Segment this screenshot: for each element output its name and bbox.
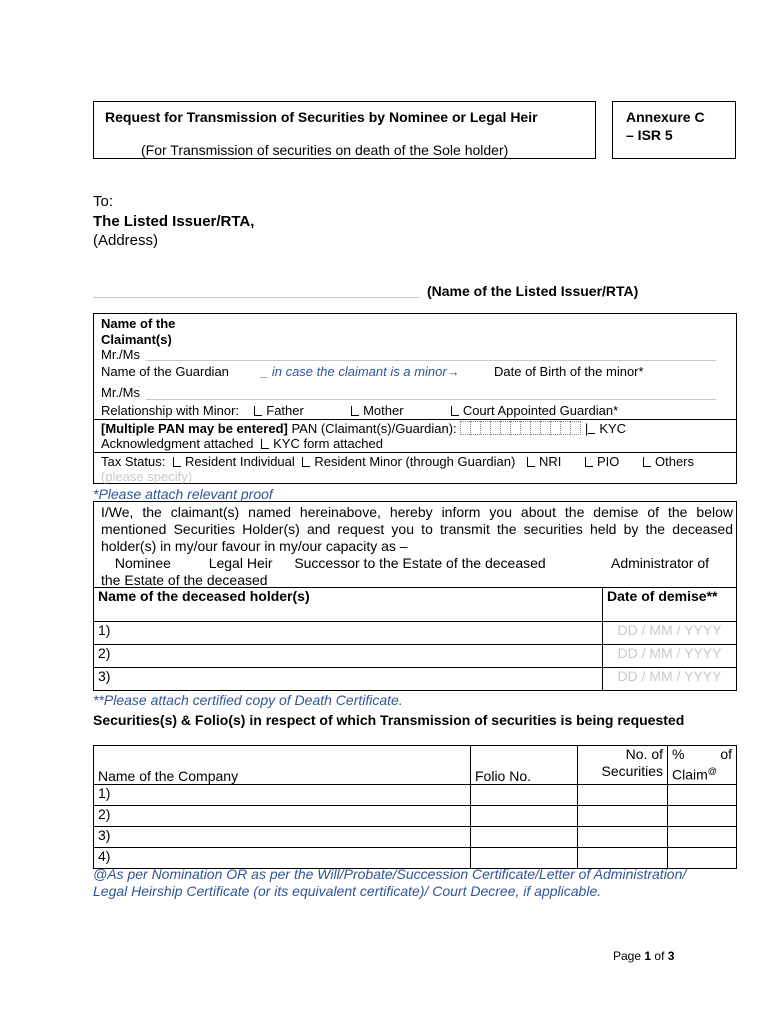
resident-minor-checkbox[interactable] [302,457,310,467]
table-row [94,805,737,826]
deceased-name-header: Name of the deceased holder(s) [94,588,603,622]
resident-individual-checkbox[interactable] [173,457,181,467]
securities-heading: Securities(s) & Folio(s) in respect of which Transmission of securities is being requested [93,712,685,728]
kyc-label: KYC [599,421,627,436]
administrator-option[interactable]: Administrator of the Estate of the deceased [101,555,710,588]
attach-proof-note: *Please attach relevant proof [93,486,273,502]
deceased-row-1[interactable]: 1) [94,622,603,645]
father-checkbox[interactable] [254,406,262,416]
nri-checkbox[interactable] [527,457,535,467]
guardian-name-field[interactable] [146,399,716,400]
mother-checkbox[interactable] [351,406,359,416]
mother-label: Mother [363,403,404,418]
court-guardian-checkbox[interactable] [451,406,459,416]
securities-row-4[interactable]: 4) [94,847,471,868]
guardian-hint: _ in case the claimant is a minor→ [261,364,460,379]
tax-label: Tax Status: [101,454,166,469]
issuer-label: The Listed Issuer/RTA, [93,213,255,230]
guardian-mr-ms: Mr./Ms [101,385,140,400]
securities-header-row [94,746,737,785]
ack-line [101,436,383,451]
page-number: Page 1 of 3 [613,949,675,963]
pio-label: PIO [596,454,620,469]
securities-row-1[interactable]: 1) [94,784,471,805]
kyc-form-checkbox[interactable] [261,439,269,449]
successor-option[interactable]: Successor to the Estate of the deceased [294,555,546,571]
address-label: (Address) [93,232,159,249]
kyc-form-label: KYC form attached [273,436,383,451]
claimant-name-field[interactable] [146,360,716,361]
folio-header: Folio No. [471,746,578,785]
please-specify[interactable]: (please specify) [101,469,193,484]
deceased-row-2[interactable]: 2) [94,645,603,668]
tax-line [101,454,694,469]
others-checkbox[interactable] [643,457,651,467]
securities-table [93,745,737,869]
form-subtitle: (For Transmission of securities on death of the Sole holder) [141,142,509,158]
deceased-row-3[interactable]: 3) [94,668,603,691]
issuer-name-label: (Name of the Listed Issuer/RTA) [427,283,639,299]
table-row [94,826,737,847]
securities-row-3[interactable]: 3) [94,826,471,847]
date-of-demise-header: Date of demise** [603,588,737,622]
nominee-option[interactable]: Nominee [114,555,171,571]
father-label: Father [266,403,304,418]
kyc-checkbox[interactable] [588,424,595,434]
issuer-name-field[interactable] [93,297,420,298]
declaration-box [93,501,737,588]
pan-line: [Multiple PAN may be entered] PAN (Claimant(s)/Guardian): | KYC [101,421,627,436]
to-label: To: [93,193,114,210]
company-header: Name of the Company [94,746,471,785]
declaration-text: I/We, the claimant(s) named hereinabove, hereby inform you about the demise of the below mentioned Securities Holder(s) and request you to transmit the securities held by the deceased holder(s) in my/our favour in my/our capacity as – [101,504,733,554]
relationship-label: Relationship with Minor: [101,403,240,418]
demise-date-1[interactable]: DD / MM / YYYY [603,622,737,645]
death-certificate-note: **Please attach certified copy of Death Certificate. [93,692,403,708]
demise-date-3[interactable]: DD / MM / YYYY [603,668,737,691]
nomination-footnote: @As per Nomination OR as per the Will/Probate/Succession Certificate/Letter of Administration/ Legal Heirship Certificate (or its equivalent certificate)/ Court Decree, if applicable. [93,866,687,899]
table-row [94,622,737,645]
pan-label: PAN (Claimant(s)/Guardian): [291,421,457,436]
others-label: Others [654,454,694,469]
pan-input[interactable] [460,421,581,436]
pan-note: [Multiple PAN may be entered] [101,421,288,436]
dob-label: Date of Birth of the minor* [494,364,644,379]
annexure-box [612,101,736,159]
claimant-section [93,313,737,484]
relationship-row [101,403,618,418]
no-of-securities-header: No. of Securities [578,746,668,785]
claimant-name-label: Name of the Claimant(s) [101,316,176,347]
demise-date-2[interactable]: DD / MM / YYYY [603,645,737,668]
table-row [94,847,737,868]
claimant-mr-ms: Mr./Ms [101,347,140,362]
pio-checkbox[interactable] [585,457,593,467]
table-row [94,645,737,668]
legal-heir-option[interactable]: Legal Heir [208,555,273,571]
table-row [94,784,737,805]
nri-label: NRI [538,454,562,469]
resident-minor-label: Resident Minor (through Guardian) [314,454,516,469]
claim-header: % of Claim@ [668,746,737,785]
annexure-label: Annexure C [626,109,705,125]
guardian-label: Name of the Guardian [101,364,229,379]
title-box [93,101,596,159]
court-guardian-label: Court Appointed Guardian* [462,403,619,418]
form-title: Request for Transmission of Securities by Nominee or Legal Heir [105,109,538,125]
deceased-table [93,587,737,691]
securities-row-2[interactable]: 2) [94,805,471,826]
table-row [94,668,737,691]
deceased-header-row [94,588,737,622]
ack-label: Acknowledgment attached [101,436,254,451]
tax-row [94,452,736,453]
resident-individual-label: Resident Individual [184,454,295,469]
annexure-code: – ISR 5 [626,127,673,143]
